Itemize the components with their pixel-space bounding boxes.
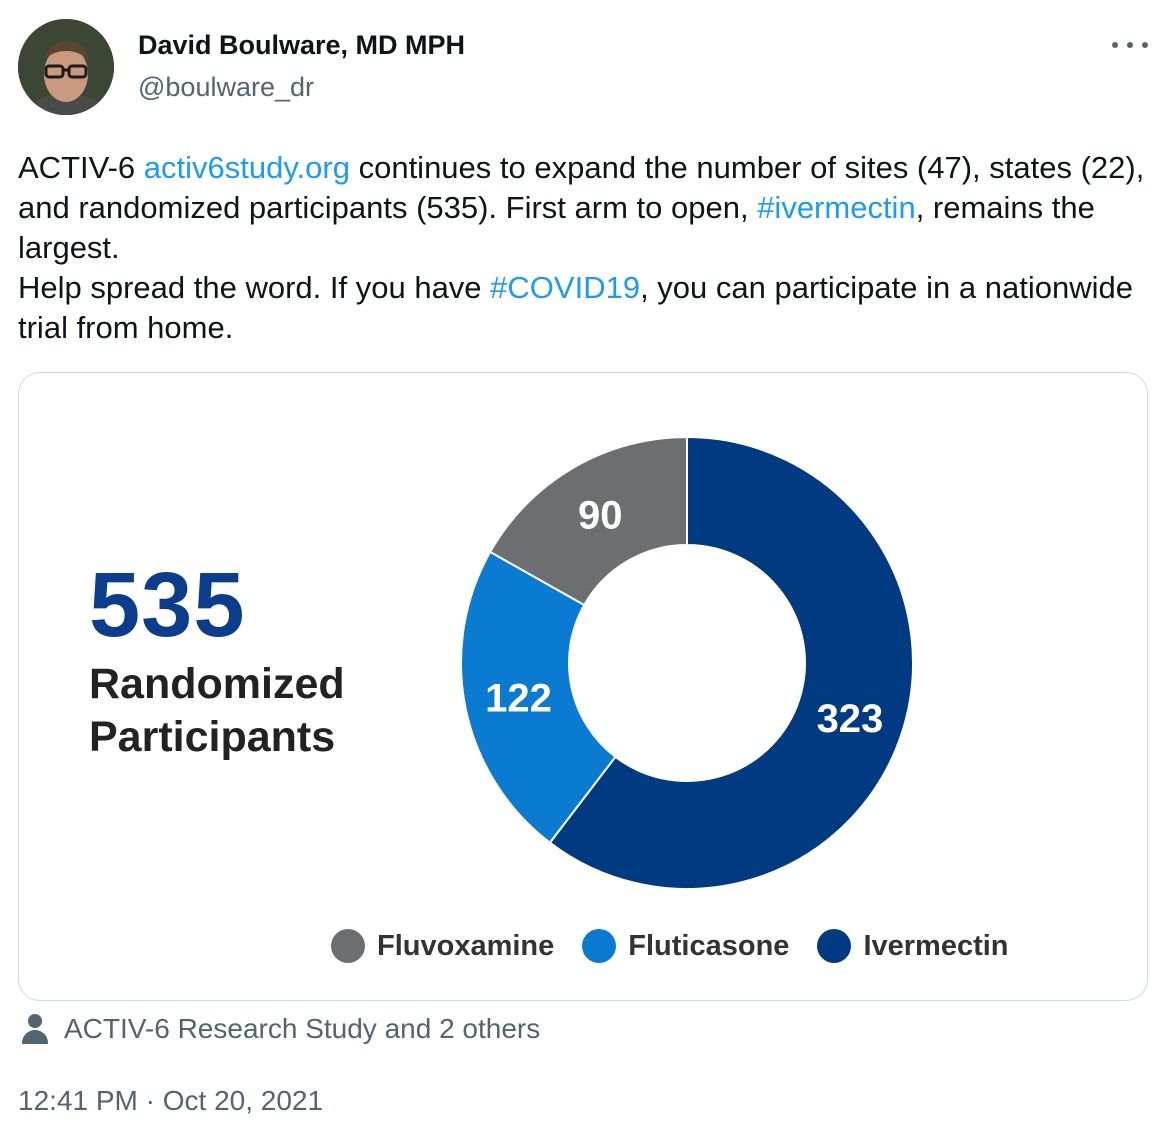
- legend-label: Fluticasone: [628, 929, 790, 962]
- legend-swatch: [582, 929, 616, 963]
- tweet-text-part: , remains the largest. Help spread the word. If you have: [18, 190, 1095, 305]
- legend-item-ivermectin: [817, 929, 1008, 963]
- data-label-fluvoxamine: 90: [578, 493, 623, 538]
- tweet-text-part: continues to expand the number of sites (47), states (22), and randomized participants (535). First arm to open,: [18, 150, 1145, 225]
- legend-label: Ivermectin: [863, 929, 1009, 962]
- data-label-fluticasone: 122: [485, 676, 552, 721]
- author-handle[interactable]: @boulware_dr: [138, 72, 315, 102]
- tagged-people[interactable]: [20, 1012, 540, 1046]
- author-name[interactable]: David Boulware, MD MPH: [138, 30, 466, 60]
- legend-item-fluticasone: [582, 929, 789, 963]
- legend-swatch: [331, 929, 365, 963]
- legend-label: Fluvoxamine: [377, 929, 555, 962]
- avatar-photo: [18, 19, 114, 115]
- legend-swatch: [817, 929, 851, 963]
- media-card[interactable]: [18, 372, 1148, 1001]
- timestamp[interactable]: 12:41 PM · Oct 20, 2021: [18, 1085, 324, 1116]
- hashtag-covid19[interactable]: #COVID19: [490, 270, 641, 305]
- donut-chart: [19, 373, 1147, 1000]
- total-label: Randomized Participants: [89, 660, 345, 761]
- tweet-link[interactable]: activ6study.org: [143, 150, 350, 185]
- legend-item-fluvoxamine: [331, 929, 554, 963]
- tweet-text: [18, 148, 1148, 348]
- data-label-ivermectin: 323: [816, 697, 884, 742]
- person-icon: [20, 1012, 50, 1046]
- avatar[interactable]: [18, 19, 114, 115]
- more-icon[interactable]: [1112, 30, 1148, 60]
- tagged-label: ACTIV-6 Research Study and 2 others: [64, 1013, 541, 1044]
- chart-legend: [331, 929, 1037, 963]
- tweet-text-part: , you can participate in a nationwide trial from home.: [18, 270, 1133, 345]
- hashtag-ivermectin[interactable]: #ivermectin: [757, 190, 916, 225]
- total-count: 535: [89, 554, 246, 656]
- tweet-text-part: ACTIV-6: [18, 150, 144, 185]
